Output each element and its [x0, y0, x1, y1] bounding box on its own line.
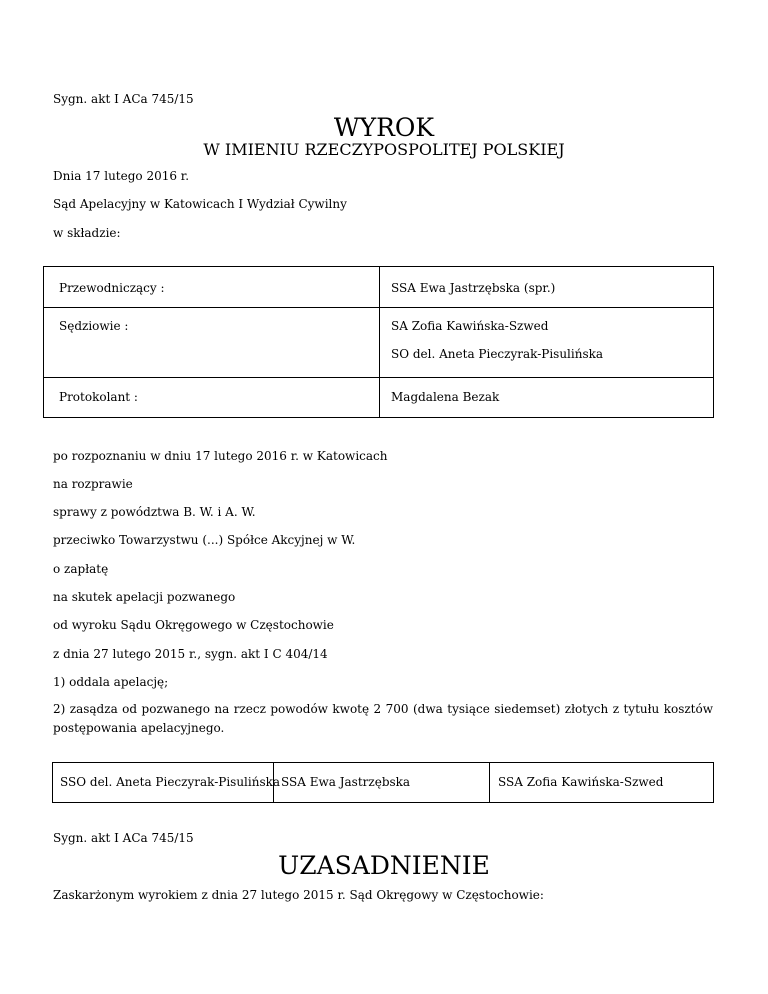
signature-name: SSA Zofia Kawińska-Szwed — [498, 775, 664, 789]
body-line: z dnia 27 lutego 2015 r., sygn. akt I C 404/14 — [53, 647, 328, 661]
body-line: po rozpoznaniu w dniu 17 lutego 2016 r. w Katowicach — [53, 449, 388, 463]
table-row-divider — [43, 307, 714, 308]
judgment-title: WYROK — [333, 113, 435, 142]
body-line: na rozprawie — [53, 477, 133, 491]
ruling-point-2: 2) zasądza od pozwanego na rzecz powodów kwotę 2 700 (dwa tysiące siedemset) złotych z tytułu kosztów postępowania apelacyjnego. — [53, 702, 713, 735]
chair-label: Przewodniczący : — [59, 281, 165, 295]
body-line: sprawy z powództwa B. W. i A. W. — [53, 505, 256, 519]
signature-name: SSA Ewa Jastrzębska — [281, 775, 411, 789]
date-line: Dnia 17 lutego 2016 r. — [53, 169, 190, 183]
case-number: Sygn. akt I ACa 745/15 — [53, 92, 194, 106]
judge-name: SO del. Aneta Pieczyrak-Pisulińska — [391, 347, 604, 361]
table-column-divider — [379, 266, 380, 418]
table-column-divider — [489, 762, 490, 803]
composition-label: w składzie: — [53, 226, 121, 240]
clerk-label: Protokolant : — [59, 390, 138, 404]
body-line: od wyroku Sądu Okręgowego w Częstochowie — [53, 618, 334, 632]
judges-label: Sędziowie : — [59, 319, 129, 333]
justification-case-number: Sygn. akt I ACa 745/15 — [53, 831, 194, 845]
judge-name: SA Zofia Kawińska-Szwed — [391, 319, 549, 333]
justification-first-line: Zaskarżonym wyrokiem z dnia 27 lutego 2015 r. Sąd Okręgowy w Częstochowie: — [53, 888, 544, 902]
clerk-name: Magdalena Bezak — [391, 390, 500, 404]
judgment-subtitle: W IMIENIU RZECZYPOSPOLITEJ POLSKIEJ — [203, 140, 565, 159]
justification-title: UZASADNIENIE — [278, 851, 490, 880]
table-row-divider — [43, 377, 714, 378]
body-line: przeciwko Towarzystwu (...) Spółce Akcyjnej w W. — [53, 533, 356, 547]
signature-name: SSO del. Aneta Pieczyrak-Pisulińska — [60, 775, 281, 789]
ruling-point-1: 1) oddala apelację; — [53, 675, 169, 689]
court-name: Sąd Apelacyjny w Katowicach I Wydział Cywilny — [53, 197, 347, 211]
chair-name: SSA Ewa Jastrzębska (spr.) — [391, 281, 556, 295]
body-line: na skutek apelacji pozwanego — [53, 590, 236, 604]
body-line: o zapłatę — [53, 562, 109, 576]
